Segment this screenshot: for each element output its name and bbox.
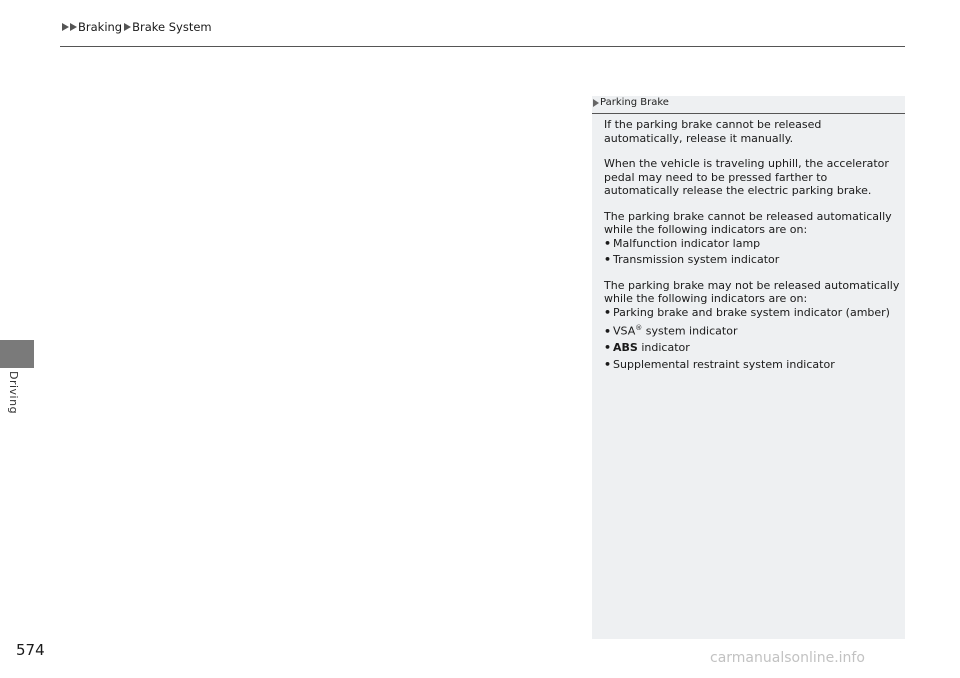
breadcrumb-item-braking[interactable]: Braking (78, 20, 123, 34)
list-item: • ABS indicator (604, 341, 690, 355)
bullet-icon: • (604, 357, 612, 371)
list-item: • Supplemental restraint system indicator (604, 357, 835, 371)
bullet-icon: • (604, 253, 612, 266)
chapter-tab (0, 340, 34, 368)
chapter-tab-label: Driving (7, 371, 20, 415)
bullet-icon: • (604, 324, 612, 338)
breadcrumb-arrow-icon (70, 23, 77, 31)
note-panel (592, 96, 905, 639)
note-body (604, 118, 900, 383)
breadcrumb-arrow-icon (62, 23, 69, 31)
breadcrumb-arrow-icon (124, 23, 131, 31)
watermark: carmanualsonline.info (710, 650, 865, 666)
list-item: • Parking brake and brake system indicator (amber) (604, 305, 890, 319)
bullet-icon: • (604, 305, 612, 319)
header-divider (60, 46, 905, 47)
note-paragraph: When the vehicle is traveling uphill, the accelerator pedal may need to be pressed farther to automatically release the electric parking brake. (604, 157, 889, 197)
note-paragraph: The parking brake cannot be released automatically while the following indicators are on: (604, 209, 892, 236)
breadcrumb (62, 20, 214, 34)
note-marker-icon (593, 99, 599, 107)
indicator-list (604, 306, 900, 372)
bullet-icon: • (604, 341, 612, 355)
list-item: • Transmission system indicator (604, 253, 780, 266)
list-item: • Malfunction indicator lamp (604, 236, 761, 250)
note-title: Parking Brake (600, 97, 669, 108)
note-header (592, 96, 905, 114)
list-item: • VSA® system indicator (604, 324, 738, 338)
bullet-icon: • (604, 236, 612, 250)
note-paragraph: The parking brake may not be released automatically while the following indicators are on: (604, 278, 900, 305)
page-number: 574 (16, 641, 45, 659)
note-paragraph: If the parking brake cannot be released automatically, release it manually. (604, 118, 822, 145)
breadcrumb-item-brake-system[interactable]: Brake System (132, 20, 212, 34)
indicator-list (604, 237, 900, 267)
